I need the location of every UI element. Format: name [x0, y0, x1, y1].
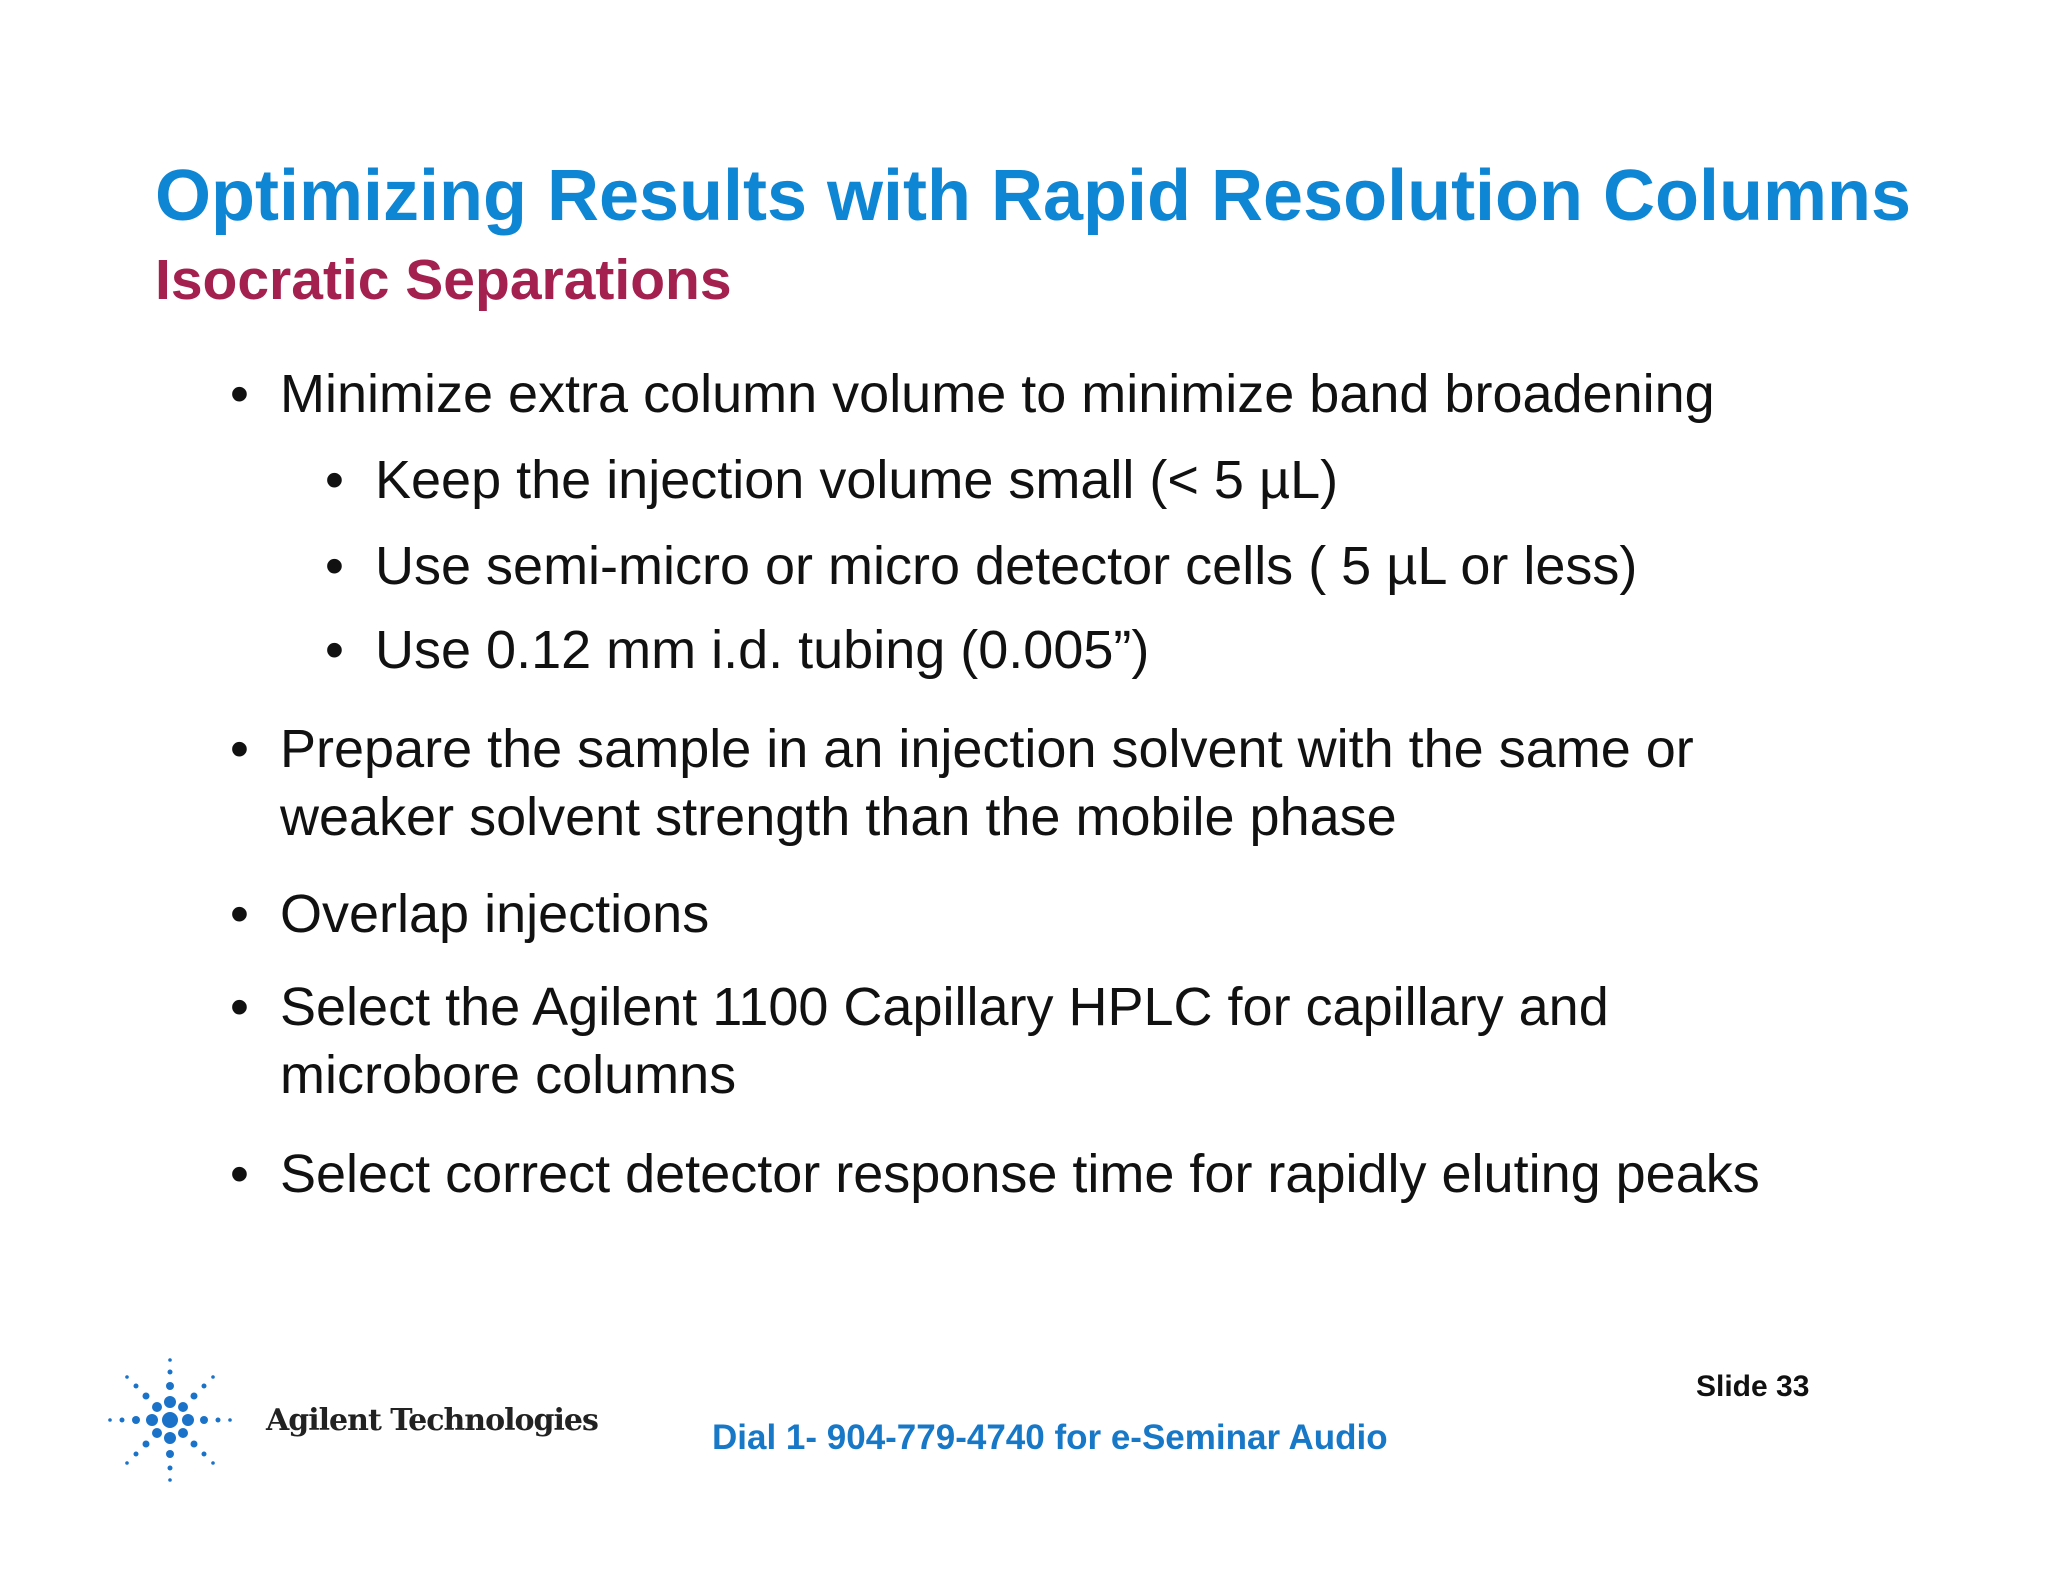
bullet-marker: •	[325, 536, 344, 596]
bullet-marker: •	[230, 977, 249, 1037]
bullet-marker: •	[230, 719, 249, 779]
slide-title: Optimizing Results with Rapid Resolution Columns	[155, 156, 1912, 236]
slide-number: Slide 33	[1696, 1370, 1810, 1403]
agilent-spark-logo-icon	[100, 1350, 240, 1490]
bullet-marker: •	[230, 1144, 249, 1204]
sub-bullet-text: Use semi-micro or micro detector cells ( 5 µL or less)	[375, 536, 1638, 596]
sub-bullet-text: Use 0.12 mm i.d. tubing (0.005”)	[375, 620, 1150, 680]
bullet-text: Select the Agilent 1100 Capillary HPLC for capillary and microbore columns	[280, 977, 1609, 1105]
bullet-text: Prepare the sample in an injection solvent with the same or weaker solvent strength than the mobile phase	[280, 719, 1694, 847]
bullet-text: Minimize extra column volume to minimize band broadening	[280, 364, 1715, 424]
bullet-marker: •	[230, 364, 249, 424]
brand-name: Agilent Technologies	[266, 1403, 598, 1438]
sub-bullet-text: Keep the injection volume small (< 5 µL)	[375, 450, 1339, 510]
bullet-text: Overlap injections	[280, 884, 710, 944]
bullet-marker: •	[230, 884, 249, 944]
bullet-marker: •	[325, 620, 344, 680]
bullet-marker: •	[325, 450, 344, 510]
bullet-text: Select correct detector response time for rapidly eluting peaks	[280, 1144, 1760, 1204]
audio-dial-in: Dial 1- 904-779-4740 for e-Seminar Audio	[712, 1418, 1388, 1457]
slide-subtitle: Isocratic Separations	[155, 248, 732, 312]
